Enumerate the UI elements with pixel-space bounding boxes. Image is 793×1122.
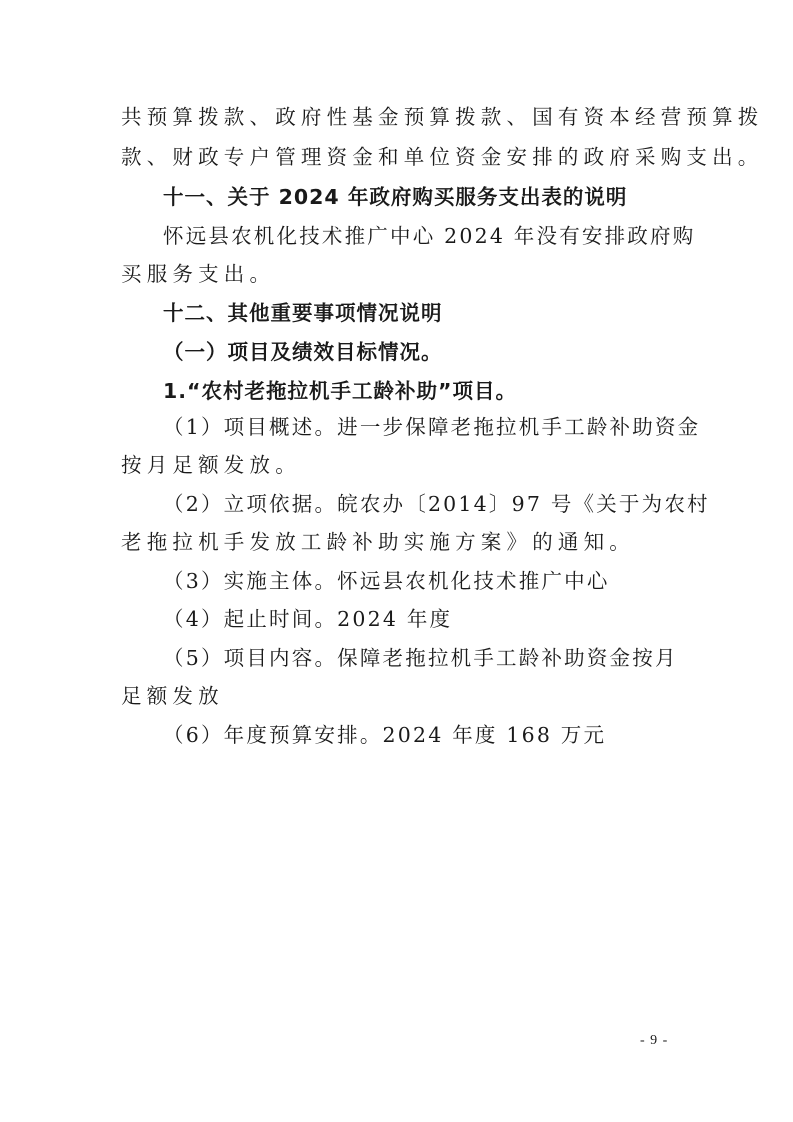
section-heading-11: 十一、关于 2024 年政府购买服务支出表的说明 — [163, 185, 628, 209]
item-heading: 1.“农村老拖拉机手工龄补助”项目。 — [163, 379, 517, 403]
body-text-line: （4）起止时间。2024 年度 — [163, 607, 453, 631]
body-text-line: 共预算拨款、政府性基金预算拨款、国有资本经营预算拨 — [121, 105, 764, 129]
section-heading-12: 十二、其他重要事项情况说明 — [163, 301, 443, 325]
body-text-line: 按月足额发放。 — [121, 453, 301, 477]
body-text-line: （6）年度预算安排。2024 年度 168 万元 — [163, 723, 607, 747]
body-text-line: 足额发放 — [121, 684, 224, 708]
body-text-line: 怀远县农机化技术推广中心 2024 年没有安排政府购 — [163, 224, 696, 248]
body-text-line: （5）项目内容。保障老拖拉机手工龄补助资金按月 — [163, 646, 678, 670]
body-text-line: 老拖拉机手发放工龄补助实施方案》的通知。 — [121, 530, 635, 554]
body-text-line: （1）项目概述。进一步保障老拖拉机手工龄补助资金 — [163, 415, 701, 439]
page-number: - 9 - — [640, 1033, 669, 1048]
body-text-line: 款、财政专户管理资金和单位资金安排的政府采购支出。 — [121, 145, 764, 169]
subsection-heading: （一）项目及绩效目标情况。 — [163, 340, 443, 364]
body-text-line: 买服务支出。 — [121, 262, 276, 286]
body-text-line: （3）实施主体。怀远县农机化技术推广中心 — [163, 569, 610, 593]
body-text-line: （2）立项依据。皖农办〔2014〕97 号《关于为农村 — [163, 492, 710, 516]
